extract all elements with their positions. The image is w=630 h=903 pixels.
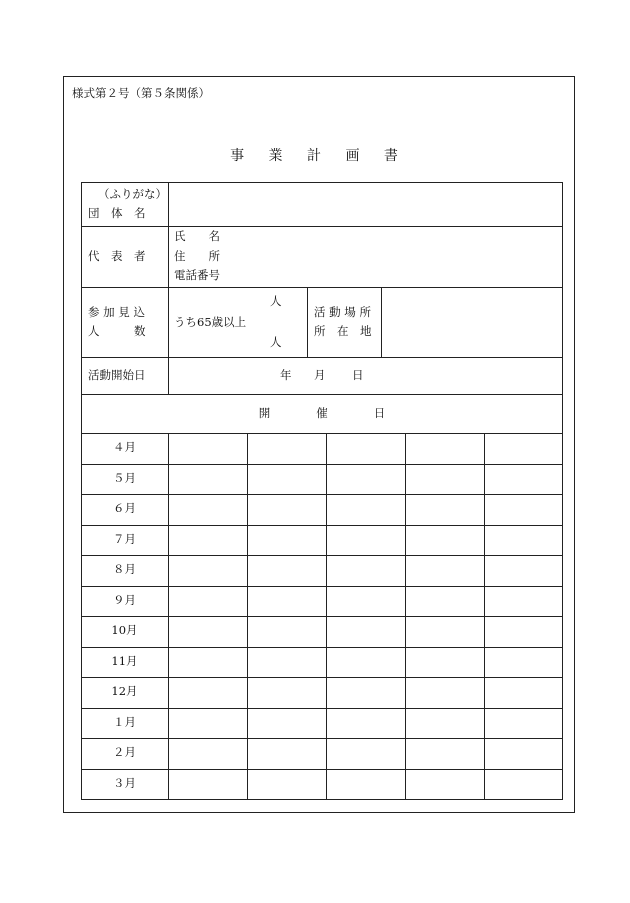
table-bottom-border bbox=[81, 799, 563, 800]
participants-divider bbox=[307, 287, 308, 357]
activity-place-label-line1: 活 動 場 所 bbox=[314, 305, 371, 319]
representative-address-label: 住 所 bbox=[174, 249, 220, 263]
schedule-date-cell[interactable] bbox=[328, 740, 403, 767]
schedule-date-cell[interactable] bbox=[170, 618, 245, 645]
table-top-border bbox=[81, 182, 563, 183]
participants-count-field[interactable] bbox=[174, 291, 266, 309]
participants-unit: 人 bbox=[270, 294, 282, 308]
form-page bbox=[63, 76, 575, 813]
schedule-date-cell[interactable] bbox=[170, 557, 245, 584]
organization-name-field[interactable] bbox=[172, 207, 560, 223]
schedule-date-cell[interactable] bbox=[170, 771, 245, 798]
participants-label-line2: 人 数 bbox=[88, 324, 146, 338]
schedule-date-cell[interactable] bbox=[249, 740, 324, 767]
schedule-date-cell[interactable] bbox=[249, 435, 324, 462]
furigana-label: （ふりがな） bbox=[98, 187, 167, 201]
schedule-date-cell[interactable] bbox=[249, 679, 324, 706]
schedule-date-cell[interactable] bbox=[486, 557, 560, 584]
schedule-month-label: ８月 bbox=[113, 562, 136, 576]
schedule-date-cell[interactable] bbox=[249, 557, 324, 584]
representative-phone-field[interactable] bbox=[229, 267, 559, 283]
schedule-date-cell[interactable] bbox=[328, 618, 403, 645]
schedule-month-label: ２月 bbox=[113, 745, 136, 759]
schedule-date-cell[interactable] bbox=[486, 771, 560, 798]
schedule-month-label: ６月 bbox=[113, 501, 136, 515]
schedule-date-cell[interactable] bbox=[328, 771, 403, 798]
schedule-date-cell[interactable] bbox=[328, 679, 403, 706]
schedule-header: 開 催 日 bbox=[258, 406, 386, 420]
row-divider bbox=[81, 226, 563, 227]
schedule-date-cell[interactable] bbox=[407, 588, 482, 615]
schedule-date-cell[interactable] bbox=[170, 588, 245, 615]
schedule-date-cell[interactable] bbox=[407, 649, 482, 676]
schedule-date-cell[interactable] bbox=[249, 466, 324, 493]
schedule-date-cell[interactable] bbox=[486, 527, 560, 554]
schedule-date-cell[interactable] bbox=[328, 649, 403, 676]
start-date-label: 活動開始日 bbox=[88, 368, 146, 382]
schedule-date-cell[interactable] bbox=[328, 557, 403, 584]
schedule-date-cell[interactable] bbox=[486, 679, 560, 706]
schedule-date-cell[interactable] bbox=[328, 588, 403, 615]
table-left-border bbox=[81, 182, 82, 799]
schedule-date-cell[interactable] bbox=[486, 618, 560, 645]
schedule-date-cell[interactable] bbox=[170, 679, 245, 706]
activity-place-field[interactable] bbox=[385, 291, 559, 353]
representative-phone-label: 電話番号 bbox=[174, 268, 220, 282]
activity-place-label-line2: 所 在 地 bbox=[314, 324, 372, 338]
representative-label: 代 表 者 bbox=[88, 249, 146, 263]
schedule-month-label: １月 bbox=[113, 714, 136, 729]
row-divider bbox=[81, 357, 563, 358]
schedule-month-label: ４月 bbox=[113, 440, 136, 454]
schedule-month-label: ５月 bbox=[113, 470, 136, 485]
seniors-label: うち65歳以上 bbox=[174, 315, 247, 329]
table-right-border bbox=[562, 182, 563, 799]
schedule-date-cell[interactable] bbox=[407, 618, 482, 645]
representative-name-label: 氏 名 bbox=[174, 229, 220, 243]
seniors-count-field[interactable] bbox=[174, 333, 266, 351]
schedule-row-divider bbox=[81, 708, 563, 709]
schedule-date-cell[interactable] bbox=[486, 649, 560, 676]
schedule-date-cell[interactable] bbox=[249, 771, 324, 798]
schedule-date-cell[interactable] bbox=[486, 466, 560, 493]
schedule-date-cell[interactable] bbox=[170, 435, 245, 462]
schedule-date-cell[interactable] bbox=[328, 527, 403, 554]
seniors-unit: 人 bbox=[270, 335, 282, 349]
start-date-day: 日 bbox=[352, 368, 364, 382]
schedule-month-label: ３月 bbox=[113, 775, 136, 790]
schedule-row-divider bbox=[81, 738, 563, 739]
schedule-row-divider bbox=[81, 494, 563, 495]
schedule-date-cell[interactable] bbox=[170, 710, 245, 737]
document-title: 事 業 計 画 書 bbox=[230, 148, 408, 164]
schedule-row-divider bbox=[81, 616, 563, 617]
schedule-date-cell[interactable] bbox=[407, 740, 482, 767]
schedule-date-cell[interactable] bbox=[328, 496, 403, 523]
schedule-date-cell[interactable] bbox=[407, 557, 482, 584]
schedule-month-label: ７月 bbox=[113, 531, 136, 546]
representative-address-field[interactable] bbox=[229, 248, 559, 264]
schedule-date-cell[interactable] bbox=[486, 435, 560, 462]
start-date-year: 年 bbox=[280, 368, 292, 382]
label-column-divider bbox=[168, 182, 169, 394]
participants-label-line1: 参 加 見 込 bbox=[88, 305, 145, 319]
schedule-date-cell[interactable] bbox=[328, 435, 403, 462]
row-divider bbox=[81, 287, 563, 288]
schedule-date-cell[interactable] bbox=[407, 527, 482, 554]
schedule-row-divider bbox=[81, 555, 563, 556]
schedule-date-cell[interactable] bbox=[407, 435, 482, 462]
schedule-date-cell[interactable] bbox=[249, 588, 324, 615]
start-date-field[interactable] bbox=[172, 362, 560, 390]
schedule-date-cell[interactable] bbox=[170, 496, 245, 523]
schedule-date-cell[interactable] bbox=[170, 649, 245, 676]
schedule-date-cell[interactable] bbox=[407, 679, 482, 706]
schedule-date-cell[interactable] bbox=[249, 649, 324, 676]
schedule-date-cell[interactable] bbox=[249, 527, 324, 554]
schedule-date-cell[interactable] bbox=[328, 466, 403, 493]
schedule-date-cell[interactable] bbox=[407, 496, 482, 523]
schedule-date-cell[interactable] bbox=[486, 496, 560, 523]
schedule-row-divider bbox=[81, 647, 563, 648]
schedule-date-cell[interactable] bbox=[170, 466, 245, 493]
organization-name-label: 団 体 名 bbox=[88, 206, 146, 220]
schedule-date-cell[interactable] bbox=[249, 618, 324, 645]
schedule-date-cell[interactable] bbox=[407, 771, 482, 798]
row-divider bbox=[81, 433, 563, 434]
schedule-row-divider bbox=[81, 525, 563, 526]
schedule-row-divider bbox=[81, 677, 563, 678]
schedule-date-cell[interactable] bbox=[407, 710, 482, 737]
row-divider bbox=[81, 394, 563, 395]
schedule-month-label: 10月 bbox=[111, 623, 138, 637]
schedule-date-cell[interactable] bbox=[170, 740, 245, 767]
start-date-month: 月 bbox=[314, 368, 326, 382]
schedule-month-label: 11月 bbox=[111, 653, 138, 668]
place-label-divider bbox=[381, 287, 382, 357]
schedule-date-cell[interactable] bbox=[486, 740, 560, 767]
schedule-date-cell[interactable] bbox=[170, 527, 245, 554]
schedule-date-cell[interactable] bbox=[407, 466, 482, 493]
schedule-month-label: ９月 bbox=[113, 592, 136, 607]
schedule-date-cell[interactable] bbox=[486, 588, 560, 615]
form-number: 様式第２号（第５条関係） bbox=[72, 86, 210, 100]
schedule-row-divider bbox=[81, 464, 563, 465]
representative-name-field[interactable] bbox=[229, 229, 559, 245]
schedule-date-cell[interactable] bbox=[249, 496, 324, 523]
schedule-row-divider bbox=[81, 769, 563, 770]
schedule-row-divider bbox=[81, 586, 563, 587]
schedule-date-cell[interactable] bbox=[249, 710, 324, 737]
schedule-date-cell[interactable] bbox=[328, 710, 403, 737]
schedule-month-label: 12月 bbox=[111, 684, 138, 698]
schedule-date-cell[interactable] bbox=[486, 710, 560, 737]
